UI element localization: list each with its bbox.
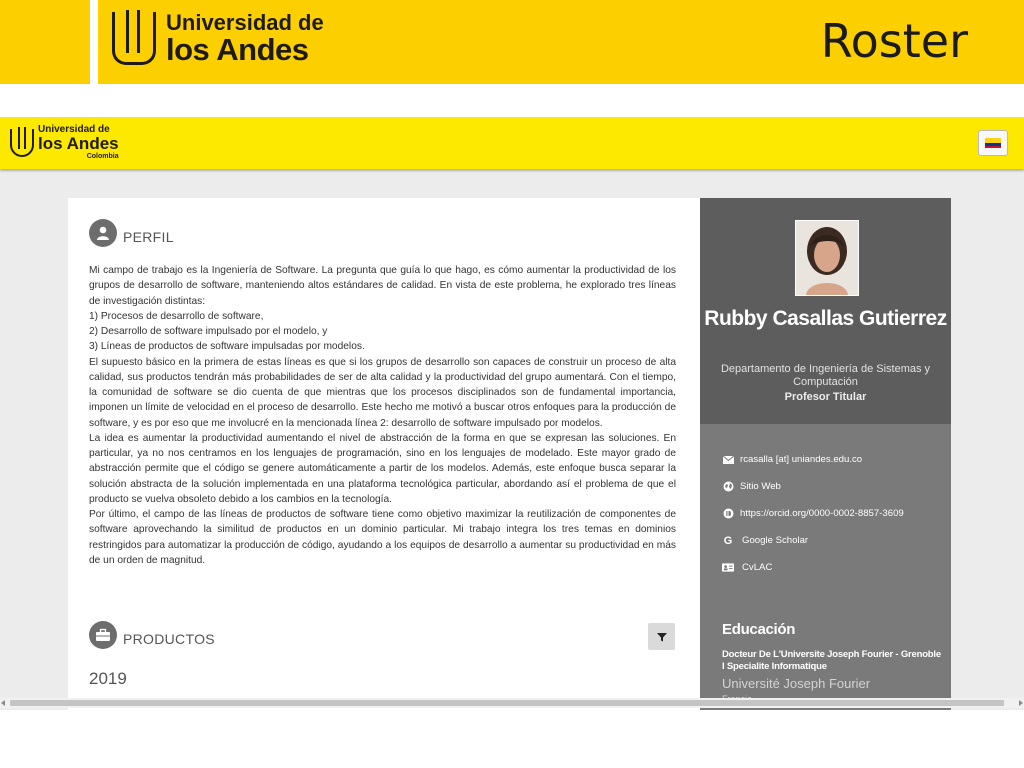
perfil-paragraph: La idea es aumentar la productividad aumentando el nivel de abstracción de la forma en que se expresan las soluciones. En particular, ya no nos centramos en los lenguajes de programación, sino en los lenguajes de modelado. Este mayor grado de abstracción permite que el código se genere automáticamente a partir de los modelos. Además, este enfoque busca separar la solución abstracta de la solución implementada en una plataforma tecnológica particular, abordando así el problema de que el producto se vuelva obsoleto debido a los cambios en la tecnología. xyxy=(89,432,676,505)
education-institution: Université Joseph Fourier xyxy=(722,676,871,691)
email-link[interactable] xyxy=(722,446,904,473)
globe-icon xyxy=(722,481,734,493)
profile-card xyxy=(68,198,700,710)
email-text: rcasalla [at] uniandes.edu.co xyxy=(740,454,863,465)
perfil-text xyxy=(89,263,676,568)
user-icon xyxy=(89,219,117,247)
profile-photo xyxy=(795,220,859,296)
slide-title: Roster xyxy=(820,14,968,68)
perfil-paragraph: Por último, el campo de las líneas de productos de software tiene como objetivo maximizar la reutilización de componentes de software aprovechando la similitud de productos en un dominio particular. Mi trabajo integra los tres temas en dominios restringidos para automatizar la producción de código, ayudando a los equipos de desarrollo a aumentar su productividad en más de un orden de magnitud. xyxy=(89,509,676,566)
profile-role: Profesor Titular xyxy=(784,391,867,403)
slide-header-left-block xyxy=(0,0,98,84)
filter-button[interactable] xyxy=(648,623,675,650)
orcid-text: https://orcid.org/0000-0002-8857-3609 xyxy=(740,508,904,519)
site-navbar xyxy=(0,117,1024,169)
envelope-icon xyxy=(722,454,734,466)
uniandes-crest-icon xyxy=(112,12,156,65)
education-heading: Educación xyxy=(722,621,796,638)
id-card-icon xyxy=(722,562,734,574)
perfil-paragraph: 1) Procesos de desarrollo de software, xyxy=(89,310,264,322)
site-logo-line2: los Andes xyxy=(38,134,119,153)
orcid-icon xyxy=(722,508,734,520)
orcid-link[interactable] xyxy=(722,500,904,527)
perfil-paragraph: 3) Líneas de productos de software impulsadas por modelos. xyxy=(89,341,365,353)
profile-name: Rubby Casallas Gutierrez xyxy=(704,307,947,330)
logo-line2: los Andes xyxy=(166,32,309,67)
site-logo-line3: Colombia xyxy=(86,153,119,160)
profile-header xyxy=(700,198,951,424)
uniandes-logo xyxy=(112,12,324,65)
filter-icon xyxy=(657,632,667,642)
perfil-paragraph: Mi campo de trabajo es la Ingeniería de Software. La pregunta que guía lo que hago, es cómo aumentar la productividad de los grupos de desarrollo de software, manteniendo altos estándares de calidad. En vista de este problema, he explorado tres líneas de investigación distintas: xyxy=(89,265,676,307)
perfil-paragraph: 2) Desarrollo de software impulsado por el modelo, y xyxy=(89,326,328,337)
productos-heading: PRODUCTOS xyxy=(123,631,215,647)
profile-department: Departamento de Ingeniería de Sistemas y Computación xyxy=(720,363,931,388)
profile-sidebar xyxy=(700,198,951,710)
site-logo[interactable] xyxy=(10,125,119,160)
site-logo-line1: Universidad de xyxy=(38,124,110,135)
horizontal-scrollbar[interactable] xyxy=(0,698,1024,708)
perfil-heading: PERFIL xyxy=(123,229,174,245)
perfil-paragraph: El supuesto básico en la primera de estas líneas es que si los grupos de desarrollo son capaces de construir un proceso de alta calidad, sus productos tendrán más probabilidades de ser de alta calidad y la productividad del grupo aumentará. Con el tiempo, la comunidad de software se dio cuenta de que mientras que los procesos disciplinados son de fundamental importancia, imponen un límite de velocidad en el proceso de desarrollo. Este hecho me motivó a buscar otros enfoques para la producción de software, y es por eso que me involucré en la mencionada línea 2: desarrollo de software impulsado por modelos. xyxy=(89,356,676,429)
website-link[interactable] xyxy=(722,473,904,500)
google-scholar-text: Google Scholar xyxy=(742,535,809,546)
cvlac-text: CvLAC xyxy=(742,562,773,573)
uniandes-crest-icon xyxy=(10,129,34,157)
education-degree: Docteur De L'Universite Joseph Fourier - Grenoble I Specialite Informatique xyxy=(722,649,941,672)
scrollbar-thumb[interactable] xyxy=(10,700,1004,706)
colombia-flag-icon xyxy=(985,138,1001,148)
logo-line1: Universidad de xyxy=(166,10,324,35)
browser-viewport xyxy=(0,117,1024,710)
language-button[interactable] xyxy=(978,130,1008,156)
website-text: Sitio Web xyxy=(740,481,781,492)
scroll-right-icon[interactable] xyxy=(1019,700,1023,706)
profile-links xyxy=(722,446,904,581)
cvlac-link[interactable] xyxy=(722,554,904,581)
products-year: 2019 xyxy=(89,669,127,688)
scroll-left-icon[interactable] xyxy=(1,700,5,706)
briefcase-icon xyxy=(89,621,117,649)
google-icon: G xyxy=(723,534,733,547)
google-scholar-link[interactable] xyxy=(722,527,904,554)
slide-header xyxy=(0,0,1024,84)
